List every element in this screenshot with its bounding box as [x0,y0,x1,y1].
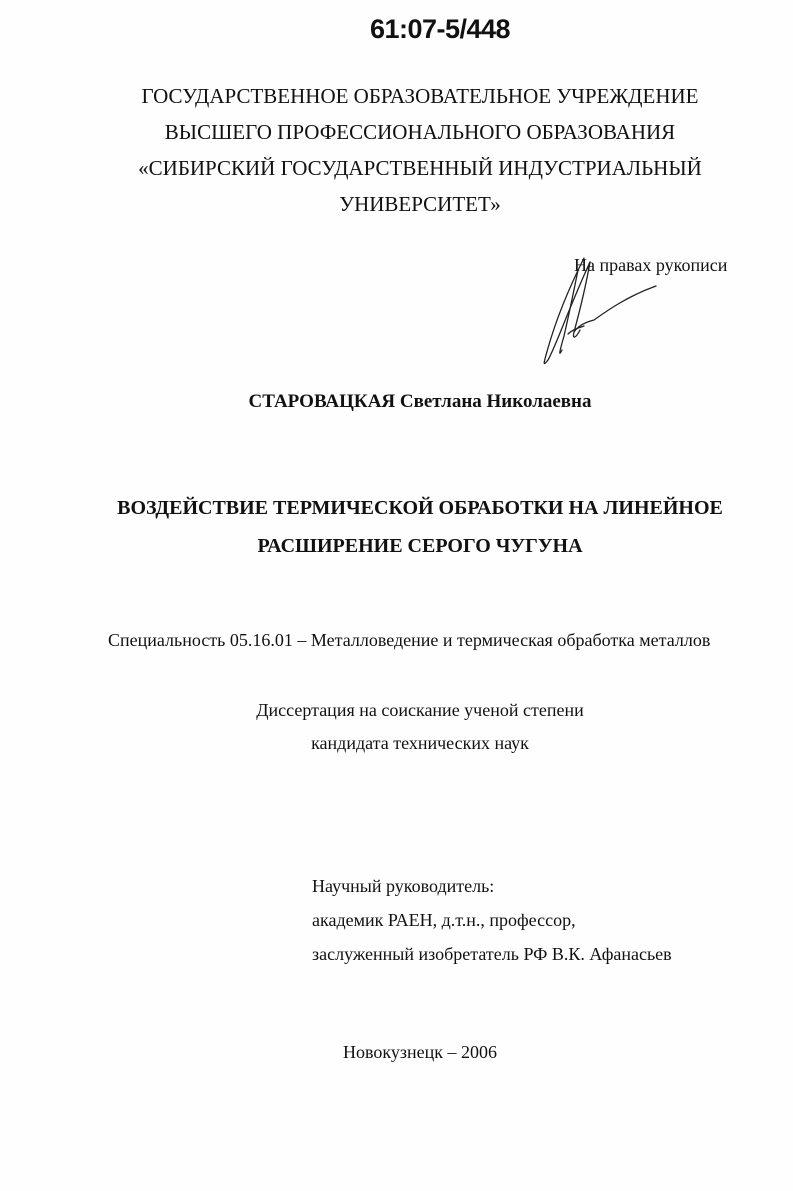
institution-heading [40,78,793,222]
dissertation-title [0,489,793,565]
handwritten-signature [528,240,668,375]
title-line: РАСШИРЕНИЕ СЕРОГО ЧУГУНА [257,535,583,557]
city-year: Новокузнецк – 2006 [343,1042,497,1062]
institution-line: ВЫСШЕГО ПРОФЕССИОНАЛЬНОГО ОБРАЗОВАНИЯ [164,120,676,144]
supervisor-line: заслуженный изобретатель РФ В.К. Афанасьев [312,944,672,964]
degree-statement [0,694,793,760]
degree-line: кандидата технических наук [311,733,529,753]
catalog-number: 61:07-5/448 [369,14,511,44]
institution-line: УНИВЕРСИТЕТ» [339,192,501,216]
author-name: СТАРОВАЦКАЯ Светлана Николаевна [248,391,592,412]
specialty-line: Специальность 05.16.01 – Металловедение и термическая обработка металлов [108,630,711,650]
institution-line: ГОСУДАРСТВЕННОЕ ОБРАЗОВАТЕЛЬНОЕ УЧРЕЖДЕНИЕ [141,84,699,108]
supervisor-line: Научный руководитель: [312,876,495,896]
rights-note: На правах рукописи [574,255,728,275]
supervisor-line: академик РАЕН, д.т.н., профессор, [312,910,576,930]
institution-line: «СИБИРСКИЙ ГОСУДАРСТВЕННЫЙ ИНДУСТРИАЛЬНЫЙ [138,156,702,180]
supervisor-block [312,869,672,971]
title-line: ВОЗДЕЙСТВИЕ ТЕРМИЧЕСКОЙ ОБРАБОТКИ НА ЛИНЕЙНОЕ [117,497,723,519]
degree-line: Диссертация на соискание ученой степени [256,700,584,720]
